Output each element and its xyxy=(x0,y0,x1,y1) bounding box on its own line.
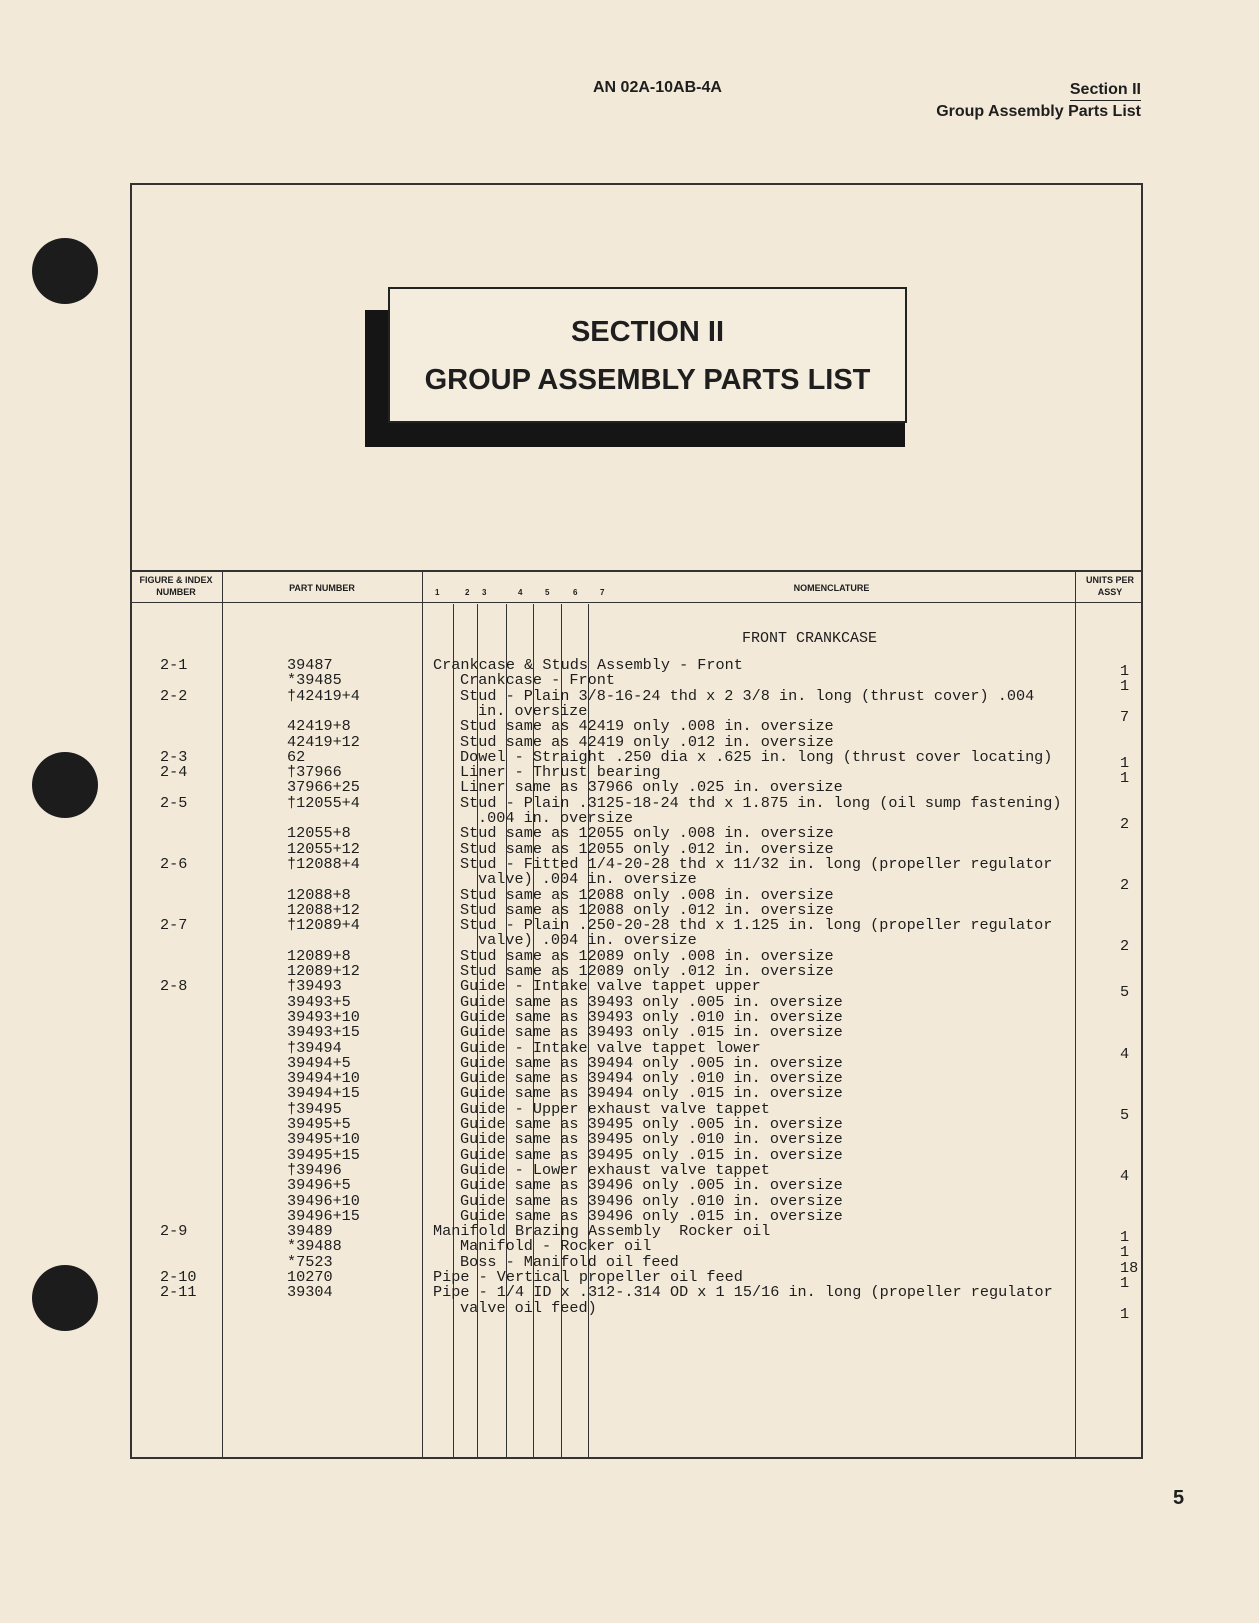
units-per-assy: 1 xyxy=(1120,1304,1130,1323)
units-per-assy: 7 xyxy=(1120,707,1130,726)
nomenclature: Stud - Fitted 1/4-20-28 thd x 11/32 in. long (propeller regulator xyxy=(460,854,1053,873)
part-number: †39495 xyxy=(287,1099,342,1118)
figure-index: 2-3 xyxy=(160,747,188,766)
units-per-assy: 1 xyxy=(1120,677,1130,696)
figure-index: 2-11 xyxy=(160,1283,197,1302)
nomenclature: Pipe - 1/4 ID x .312-.314 OD x 1 15/16 in. long (propeller regulator xyxy=(433,1283,1053,1302)
nomenclature: Guide - Intake valve tappet upper xyxy=(460,977,761,996)
nomenclature: Guide same as 39495 only .005 in. oversize xyxy=(460,1115,843,1133)
part-number: 39493+5 xyxy=(287,992,351,1011)
units-per-assy: 1 xyxy=(1120,1243,1130,1262)
nomenclature: Stud same as 12088 only .012 in. oversize xyxy=(460,900,834,919)
nomenclature: valve oil feed) xyxy=(460,1298,597,1317)
nomenclature: Liner - Thrust bearing xyxy=(460,763,661,782)
part-number: 37966+25 xyxy=(287,778,360,797)
running-header xyxy=(936,79,1141,122)
indent-col-1: 1 xyxy=(435,588,440,597)
part-number: 10270 xyxy=(287,1268,333,1286)
figure-index: 2-6 xyxy=(160,854,188,873)
nomenclature: Stud same as 42419 only .012 in. oversize xyxy=(460,732,834,751)
column-header-units: UNITS PER ASSY xyxy=(1085,575,1134,597)
part-number: 39496+10 xyxy=(287,1191,360,1210)
figure-index: 2-5 xyxy=(160,793,188,812)
part-number: 12055+8 xyxy=(287,824,351,843)
binder-hole xyxy=(32,1265,98,1331)
units-per-assy: 2 xyxy=(1120,815,1130,833)
part-number: †39496 xyxy=(287,1160,342,1179)
nomenclature: Stud - Plain .250-20-28 thd x 1.125 in. long (propeller regulator xyxy=(460,916,1053,935)
part-number: *39488 xyxy=(287,1237,342,1256)
indent-col-4: 4 xyxy=(518,588,523,597)
group-heading: FRONT CRANKCASE xyxy=(742,630,878,647)
nomenclature: Guide same as 39494 only .005 in. oversize xyxy=(460,1053,843,1072)
nomenclature: Guide same as 39496 only .010 in. oversize xyxy=(460,1191,843,1210)
units-per-assy: 5 xyxy=(1120,1105,1130,1124)
part-number: 42419+12 xyxy=(287,732,360,751)
units-per-assy: 2 xyxy=(1120,937,1130,956)
nomenclature: Guide same as 39493 only .005 in. oversize xyxy=(460,992,843,1011)
nomenclature: Guide same as 39493 only .010 in. oversize xyxy=(460,1007,843,1026)
part-number: 39495+15 xyxy=(287,1145,360,1164)
nomenclature: Stud same as 12089 only .012 in. oversize xyxy=(460,962,834,980)
units-per-assy: 1 xyxy=(1120,753,1130,772)
nomenclature: Liner same as 37966 only .025 in. oversize xyxy=(460,778,843,797)
indent-col-5: 5 xyxy=(545,588,550,597)
part-number: 12088+8 xyxy=(287,885,351,904)
part-number: 39494+10 xyxy=(287,1069,360,1088)
units-per-assy: 1 xyxy=(1120,1274,1130,1292)
section-label: Section II xyxy=(1070,79,1141,101)
nomenclature: in. oversize xyxy=(478,701,588,720)
part-number: *7523 xyxy=(287,1252,333,1271)
nomenclature: Guide - Lower exhaust valve tappet xyxy=(460,1160,770,1179)
units-per-assy: 1 xyxy=(1120,662,1130,680)
part-number: 39495+5 xyxy=(287,1115,351,1133)
part-number: †12088+4 xyxy=(287,854,360,873)
units-per-assy: 4 xyxy=(1120,1044,1130,1063)
nomenclature: Guide - Intake valve tappet lower xyxy=(460,1038,761,1057)
part-number: 12089+8 xyxy=(287,946,351,965)
figure-index: 2-9 xyxy=(160,1222,188,1241)
part-number: 39493+15 xyxy=(287,1023,360,1042)
part-number: 12089+12 xyxy=(287,962,360,980)
part-number: 12088+12 xyxy=(287,900,360,919)
part-number: †12089+4 xyxy=(287,916,360,935)
section-title-box xyxy=(388,287,907,423)
nomenclature: .004 in. oversize xyxy=(478,809,633,827)
nomenclature: Guide same as 39493 only .015 in. oversize xyxy=(460,1023,843,1042)
nomenclature: valve) .004 in. oversize xyxy=(478,870,697,889)
document-code: AN 02A-10AB-4A xyxy=(593,79,722,96)
column-divider xyxy=(1075,570,1076,1459)
nomenclature: Stud same as 12089 only .008 in. oversize xyxy=(460,946,834,965)
title-line-2: GROUP ASSEMBLY PARTS LIST xyxy=(424,364,871,396)
nomenclature: Guide - Upper exhaust valve tappet xyxy=(460,1099,770,1118)
nomenclature: Stud - Plain .3125-18-24 thd x 1.875 in. long (oil sump fastening) xyxy=(460,793,1062,812)
part-number: 62 xyxy=(287,747,306,766)
figure-index: 2-4 xyxy=(160,763,188,782)
part-number: †39493 xyxy=(287,977,342,996)
indent-col-7: 7 xyxy=(600,588,605,597)
header-separator xyxy=(130,602,1143,603)
units-per-assy: 1 xyxy=(1120,1228,1130,1247)
part-number: †37966 xyxy=(287,763,342,782)
nomenclature: Stud same as 12055 only .008 in. oversize xyxy=(460,824,834,843)
nomenclature: Guide same as 39494 only .010 in. oversize xyxy=(460,1069,843,1088)
binder-hole xyxy=(32,238,98,304)
nomenclature: Crankcase & Studs Assembly - Front xyxy=(433,656,743,674)
part-number: †42419+4 xyxy=(287,686,360,705)
indent-col-3: 3 xyxy=(482,588,487,597)
part-number: 39487 xyxy=(287,656,333,674)
column-divider xyxy=(422,570,423,1459)
part-number: 39496+15 xyxy=(287,1206,360,1225)
indent-col-6: 6 xyxy=(573,588,578,597)
part-number: 42419+8 xyxy=(287,717,351,736)
figure-index: 2-10 xyxy=(160,1268,197,1286)
nomenclature: Stud - Plain 3/8-16-24 thd x 2 3/8 in. long (thrust cover) .004 xyxy=(460,686,1035,705)
part-number: 12055+12 xyxy=(287,839,360,858)
title-line-1: SECTION II xyxy=(570,316,725,348)
units-per-assy: 18 xyxy=(1120,1258,1139,1277)
nomenclature: Pipe - Vertical propeller oil feed xyxy=(433,1268,743,1286)
units-per-assy: 5 xyxy=(1120,983,1130,1002)
figure-index: 2-2 xyxy=(160,686,188,705)
binder-hole xyxy=(32,752,98,818)
part-number: †12055+4 xyxy=(287,793,360,812)
units-per-assy: 2 xyxy=(1120,876,1130,895)
part-number: *39485 xyxy=(287,671,342,690)
section-title: Group Assembly Parts List xyxy=(936,103,1141,120)
part-number: 39494+15 xyxy=(287,1084,360,1103)
part-number: 39493+10 xyxy=(287,1007,360,1026)
column-header-part: PART NUMBER xyxy=(289,583,355,593)
part-number: 39304 xyxy=(287,1283,333,1302)
page-number: 5 xyxy=(1173,1487,1185,1509)
nomenclature: Guide same as 39496 only .015 in. oversize xyxy=(460,1206,843,1225)
nomenclature: Stud same as 42419 only .008 in. oversize xyxy=(460,717,834,736)
column-header-nomenclature: NOMENCLATURE xyxy=(793,583,870,593)
part-number: 39496+5 xyxy=(287,1176,351,1195)
units-per-assy: 4 xyxy=(1120,1166,1130,1185)
nomenclature: Crankcase - Front xyxy=(460,671,615,690)
nomenclature: Stud same as 12055 only .012 in. oversize xyxy=(460,839,834,858)
nomenclature: Guide same as 39495 only .010 in. oversize xyxy=(460,1130,843,1149)
column-header-figure: FIGURE & INDEX NUMBER xyxy=(139,575,213,597)
indent-col-2: 2 xyxy=(465,588,470,597)
figure-index: 2-1 xyxy=(160,656,188,674)
indent-divider xyxy=(453,604,454,1459)
nomenclature: Stud same as 12088 only .008 in. oversize xyxy=(460,885,834,904)
nomenclature: Guide same as 39495 only .015 in. oversize xyxy=(460,1145,843,1164)
nomenclature: Boss - Manifold oil feed xyxy=(460,1252,679,1271)
units-per-assy: 1 xyxy=(1120,769,1130,788)
nomenclature: Manifold - Rocker oil xyxy=(460,1237,652,1256)
nomenclature: Guide same as 39496 only .005 in. oversize xyxy=(460,1176,843,1195)
figure-index: 2-7 xyxy=(160,916,188,935)
figure-index: 2-8 xyxy=(160,977,188,996)
nomenclature: Dowel - Straight .250 dia x .625 in. long (thrust cover locating) xyxy=(460,747,1053,766)
column-divider xyxy=(222,570,223,1459)
part-number: 39494+5 xyxy=(287,1053,351,1072)
nomenclature: valve) .004 in. oversize xyxy=(478,931,697,950)
nomenclature: Guide same as 39494 only .015 in. oversize xyxy=(460,1084,843,1103)
nomenclature: Manifold Brazing Assembly Rocker oil xyxy=(433,1222,771,1241)
part-number: †39494 xyxy=(287,1038,342,1057)
part-number: 39495+10 xyxy=(287,1130,360,1149)
part-number: 39489 xyxy=(287,1222,333,1241)
